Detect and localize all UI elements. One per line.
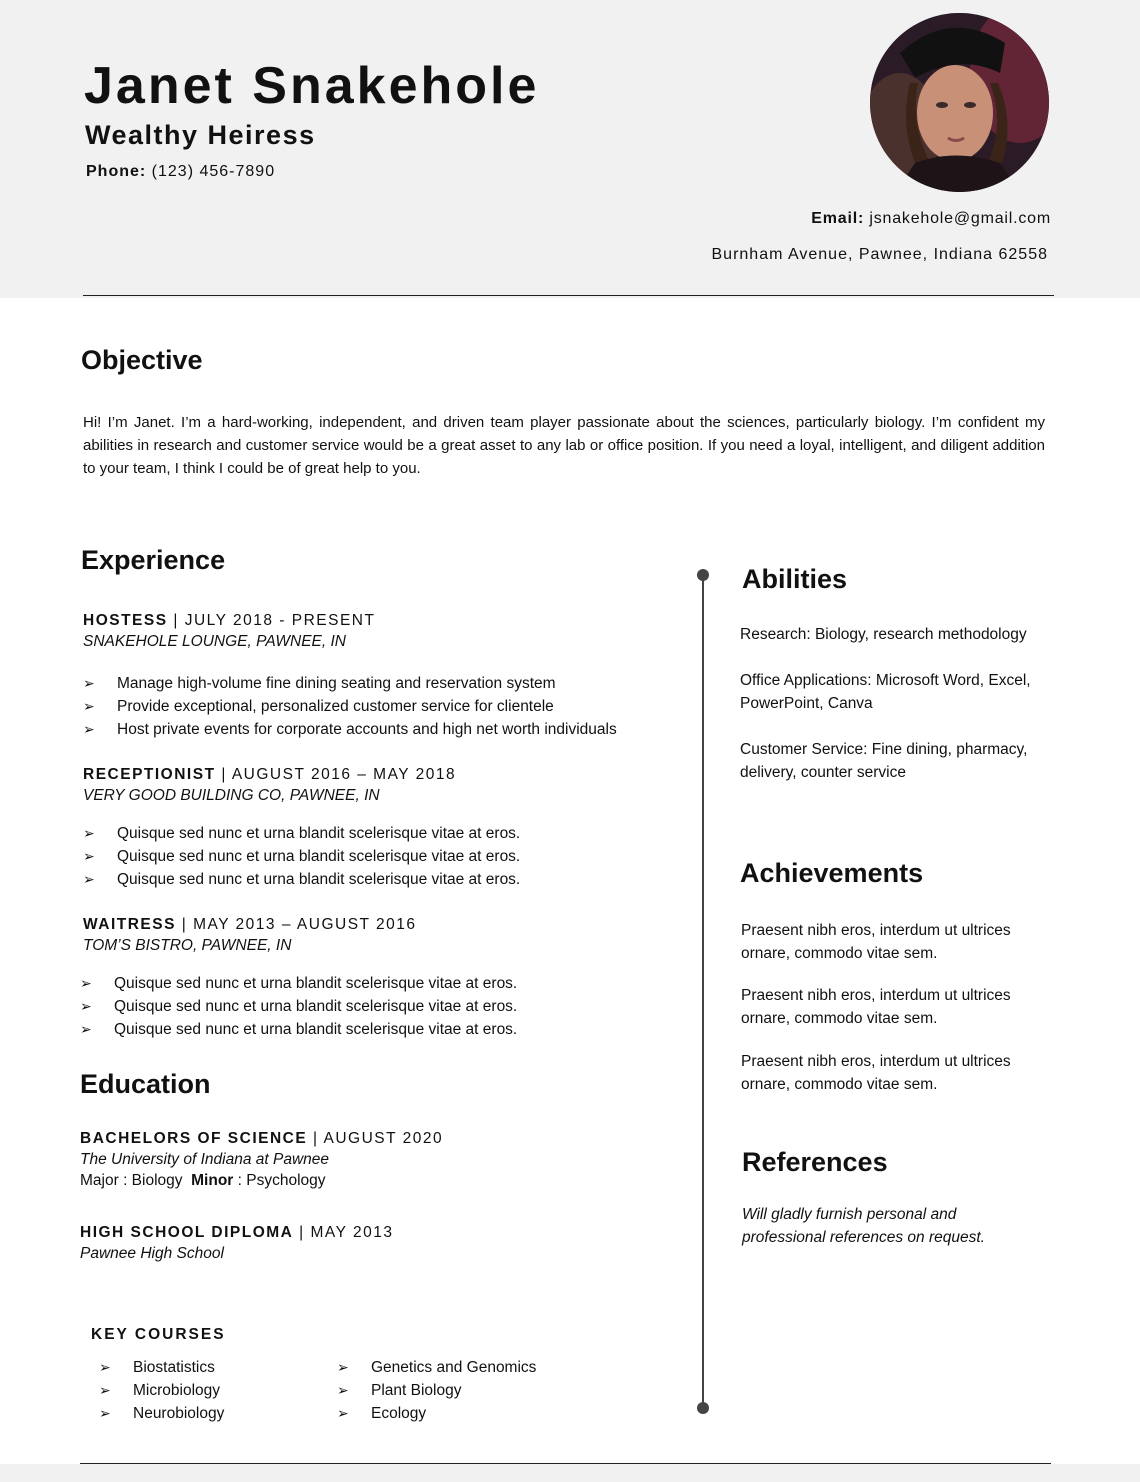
course-name: Microbiology (133, 1382, 221, 1399)
list-item-text: Quisque sed nunc et urna blandit scelerisque vitae at eros. (114, 975, 518, 992)
job-separator: | (167, 612, 185, 629)
degree-separator: | (307, 1130, 324, 1147)
ability-item: Customer Service: Fine dining, pharmacy, delivery, counter service (740, 741, 1028, 781)
profile-photo-image (870, 13, 1049, 192)
job-separator: | (175, 916, 194, 933)
degree-title: HIGH SCHOOL DIPLOMA (80, 1224, 294, 1241)
list-item-text: Manage high-volume fine dining seating and reservation system (117, 675, 556, 692)
degree-date: AUGUST 2020 (323, 1130, 444, 1147)
header-divider (83, 295, 1054, 296)
arrowhead-icon: ➢ (80, 975, 92, 991)
job-dates: JULY 2018 - PRESENT (184, 612, 376, 629)
job-role: WAITRESS (83, 916, 176, 933)
objective-text: Hi! I’m Janet. I’m a hard-working, independent, and driven team player passionate about the sciences, particularly biology. I’m confident my abilities in research and customer service would be a great asset to any lab or office position. If you need a loyal, intelligent, and diligent addition to your team, I think I could be of great help to you. (83, 414, 1045, 477)
job-header (83, 766, 456, 784)
list-item-text: Host private events for corporate accounts and high net worth individuals (117, 721, 617, 738)
course-name: Neurobiology (133, 1405, 225, 1422)
course-name: Plant Biology (371, 1382, 462, 1399)
list-item-text: Quisque sed nunc et urna blandit scelerisque vitae at eros. (117, 871, 521, 888)
job-employer: VERY GOOD BUILDING CO, PAWNEE, IN (83, 787, 380, 804)
list-item (83, 672, 617, 695)
list-item (83, 845, 520, 868)
arrowhead-icon: ➢ (337, 1359, 349, 1375)
arrowhead-icon: ➢ (80, 998, 92, 1014)
ability-item: Office Applications: Microsoft Word, Excel, PowerPoint, Canva (740, 672, 1031, 712)
achievements-heading: Achievements (740, 858, 924, 888)
arrowhead-icon: ➢ (337, 1382, 349, 1398)
list-item (80, 972, 517, 995)
course-name: Ecology (371, 1405, 427, 1422)
achievement-item: Praesent nibh eros, interdum ut ultrices ornare, commodo vitae sem. (741, 922, 1011, 962)
course-name: Biostatistics (133, 1359, 215, 1376)
footer-band (0, 1464, 1140, 1482)
education-heading: Education (80, 1069, 211, 1099)
major-value: : Biology (118, 1172, 192, 1189)
job-employer: SNAKEHOLE LOUNGE, PAWNEE, IN (83, 633, 346, 650)
candidate-title: Wealthy Heiress (85, 120, 316, 150)
arrowhead-icon: ➢ (83, 848, 95, 864)
job-separator: | (215, 766, 232, 783)
list-item (99, 1356, 224, 1379)
phone-line (86, 163, 275, 181)
divider-top-dot (697, 569, 709, 581)
email-value[interactable]: jsnakehole@gmail.com (869, 210, 1051, 227)
list-item-text: Provide exceptional, personalized customer service for clientele (117, 698, 554, 715)
list-item (337, 1402, 536, 1425)
list-item-text: Quisque sed nunc et urna blandit scelerisque vitae at eros. (114, 1021, 518, 1038)
list-item (83, 718, 617, 741)
achievement-item: Praesent nibh eros, interdum ut ultrices ornare, commodo vitae sem. (741, 987, 1011, 1027)
degree-school: Pawnee High School (80, 1245, 224, 1262)
job-dates: MAY 2013 – AUGUST 2016 (193, 916, 417, 933)
profile-photo (870, 13, 1049, 192)
minor-value: : Psychology (233, 1172, 326, 1189)
arrowhead-icon: ➢ (80, 1021, 92, 1037)
job-bullets (83, 822, 520, 891)
arrowhead-icon: ➢ (337, 1405, 349, 1421)
list-item (83, 695, 617, 718)
abilities-heading: Abilities (742, 564, 848, 594)
address-line: Burnham Avenue, Pawnee, Indiana 62558 (711, 246, 1048, 263)
key-courses-heading: KEY COURSES (91, 1326, 226, 1343)
degree-separator: | (293, 1224, 311, 1241)
degree-header (80, 1224, 393, 1242)
major-label: Major (80, 1172, 119, 1189)
course-name: Genetics and Genomics (371, 1359, 537, 1376)
list-item (99, 1402, 224, 1425)
arrowhead-icon: ➢ (83, 698, 95, 714)
job-role: HOSTESS (83, 612, 168, 629)
list-item (337, 1379, 536, 1402)
phone-value: (123) 456-7890 (151, 163, 276, 180)
footer-divider (80, 1463, 1051, 1464)
arrowhead-icon: ➢ (99, 1405, 111, 1421)
divider-bottom-dot (697, 1402, 709, 1414)
list-item (337, 1356, 536, 1379)
list-item (99, 1379, 224, 1402)
ability-item: Research: Biology, research methodology (740, 626, 1027, 643)
email-label: Email: (811, 210, 865, 227)
arrowhead-icon: ➢ (83, 871, 95, 887)
arrowhead-icon: ➢ (99, 1382, 111, 1398)
job-bullets (80, 972, 517, 1041)
candidate-name: Janet Snakehole (84, 57, 540, 115)
courses-left-list (99, 1356, 224, 1425)
list-item (83, 868, 520, 891)
job-header (83, 916, 417, 934)
degree-major-minor (80, 1172, 326, 1190)
achievement-item: Praesent nibh eros, interdum ut ultrices ornare, commodo vitae sem. (741, 1053, 1011, 1093)
references-text: Will gladly furnish personal and professional references on request. (742, 1206, 985, 1246)
job-employer: TOM’S BISTRO, PAWNEE, IN (83, 937, 292, 954)
list-item (80, 995, 517, 1018)
courses-right-list (337, 1356, 536, 1425)
email-line (811, 210, 1051, 228)
references-heading: References (742, 1147, 888, 1177)
list-item-text: Quisque sed nunc et urna blandit scelerisque vitae at eros. (117, 848, 521, 865)
arrowhead-icon: ➢ (83, 825, 95, 841)
objective-heading: Objective (81, 345, 203, 375)
arrowhead-icon: ➢ (99, 1359, 111, 1375)
arrowhead-icon: ➢ (83, 721, 95, 737)
list-item (80, 1018, 517, 1041)
list-item-text: Quisque sed nunc et urna blandit scelerisque vitae at eros. (114, 998, 518, 1015)
column-divider-line (702, 575, 704, 1408)
job-header (83, 612, 375, 630)
degree-header (80, 1130, 443, 1148)
degree-date: MAY 2013 (310, 1224, 394, 1241)
job-bullets (83, 672, 617, 741)
degree-school: The University of Indiana at Pawnee (80, 1151, 329, 1168)
experience-heading: Experience (81, 545, 226, 575)
job-role: RECEPTIONIST (83, 766, 216, 783)
minor-label: Minor (191, 1172, 234, 1189)
list-item (83, 822, 520, 845)
phone-label: Phone: (86, 163, 147, 180)
degree-title: BACHELORS OF SCIENCE (80, 1130, 308, 1147)
job-dates: AUGUST 2016 – MAY 2018 (231, 766, 457, 783)
arrowhead-icon: ➢ (83, 675, 95, 691)
list-item-text: Quisque sed nunc et urna blandit scelerisque vitae at eros. (117, 825, 521, 842)
